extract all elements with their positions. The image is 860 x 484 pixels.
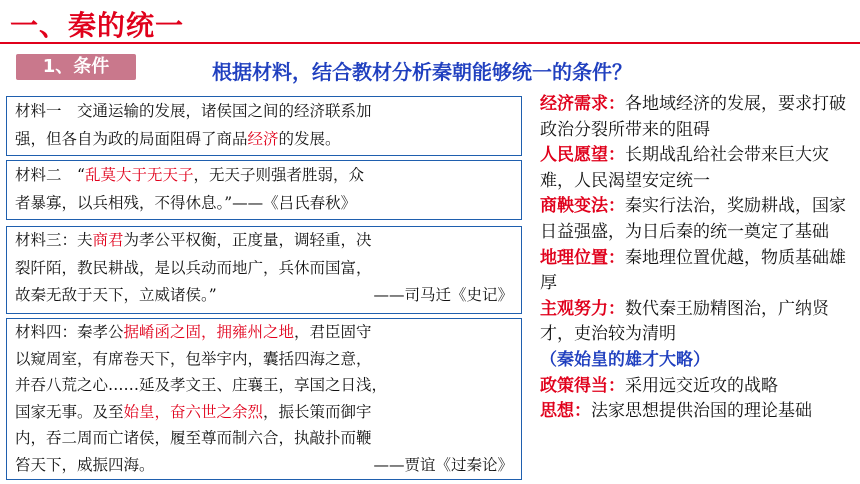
condition-effort xyxy=(540,297,858,348)
material-line xyxy=(15,399,513,426)
highlight-text: 经济 xyxy=(247,130,279,148)
condition-text: 法家思想提供治国的理论基础 xyxy=(591,401,812,422)
material-text: 国家无事。及至 xyxy=(15,402,124,421)
page-title: 一、秦的统一 xyxy=(10,9,185,42)
material-text: ，君臣固守 xyxy=(294,323,372,341)
material-box-2 xyxy=(6,160,522,220)
material-line: 材料一 交通运输的发展，诸侯国之间的经济联系加 xyxy=(15,102,372,120)
material-text: 强，但各自为政的局面阻碍了商品 xyxy=(15,130,248,148)
material-text: 材料三：夫 xyxy=(15,231,93,249)
condition-policy xyxy=(540,374,858,400)
material-line xyxy=(15,319,513,346)
highlight-text: 始皇，奋六世之余烈 xyxy=(123,402,264,421)
material-line xyxy=(15,125,513,153)
material-text: 材料四：秦孝公 xyxy=(15,323,124,341)
material-box-3 xyxy=(6,226,522,314)
material-line xyxy=(15,227,513,255)
material-line: 者暴寡，以兵相残，不得休息。”——《吕氏春秋》 xyxy=(15,194,357,212)
condition-economy xyxy=(540,92,858,143)
condition-key: 商鞅变法： xyxy=(540,196,625,217)
condition-text: 各地域经济的发展，要求打破政治分裂所带来的阻碍 xyxy=(540,94,846,140)
condition-key: 思想： xyxy=(540,401,591,422)
condition-text: 秦实行法治，奖励耕战，国家日益强盛，为日后秦的统一奠定了基础 xyxy=(540,196,846,242)
conditions-list xyxy=(540,92,858,425)
condition-text: 采用远交近攻的战略 xyxy=(625,375,778,396)
condition-text: 长期战乱给社会带来巨大灾难，人民渴望安定统一 xyxy=(540,145,829,191)
material-line xyxy=(15,161,513,189)
condition-geography xyxy=(540,246,858,297)
material-source: ——贾谊《过秦论》 xyxy=(373,455,513,474)
material-line xyxy=(15,452,513,479)
material-box-1 xyxy=(6,96,522,156)
material-box-4 xyxy=(6,318,522,480)
material-text: 材料二 “ xyxy=(15,166,85,184)
material-text: 的发展。 xyxy=(278,130,341,148)
material-text: 为孝公平权衡，正度量，调轻重，决 xyxy=(123,231,372,249)
material-line: 以窥周室，有席卷天下，包举宇内，囊括四海之意， xyxy=(15,349,372,368)
highlight-text: 商君 xyxy=(92,231,124,249)
material-line xyxy=(15,282,513,310)
condition-key: 政策得当： xyxy=(540,375,625,396)
material-text: ，无天子则强者胜弱，众 xyxy=(193,166,364,184)
material-text: 故秦无敌于天下，立威诸侯。” xyxy=(15,286,217,304)
material-line: 裂阡陌，教民耕战，是以兵动而地广，兵休而国富， xyxy=(15,258,372,277)
condition-text: 秦地理位置优越，物质基础雄厚 xyxy=(540,247,846,294)
condition-key: 人民愿望： xyxy=(540,145,625,166)
condition-reform xyxy=(540,194,858,245)
section-tag: 1、条件 xyxy=(16,54,136,80)
title-divider xyxy=(0,42,860,44)
condition-key: 主观努力： xyxy=(540,298,625,319)
condition-key: 地理位置： xyxy=(540,247,625,268)
material-text: 笞天下，威振四海。 xyxy=(15,455,155,474)
material-line: 并吞八荒之心……延及孝文王、庄襄王，享国之日浅， xyxy=(15,376,388,394)
condition-people xyxy=(540,143,858,194)
condition-thought xyxy=(540,399,858,425)
material-line: 内，吞二周而亡诸侯，履至尊而制六合，执敲扑而鞭 xyxy=(15,429,372,447)
question-text: 根据材料，结合教材分析秦朝能够统一的条件？ xyxy=(212,60,632,84)
condition-key: 经济需求： xyxy=(540,94,625,114)
highlight-text: 乱莫大于无天子 xyxy=(84,166,194,184)
material-text: ，振长策而御宇 xyxy=(263,402,372,421)
condition-text: 数代秦王励精图治，广纳贤才，吏治较为清明 xyxy=(540,298,829,345)
condition-note: （秦始皇的雄才大略） xyxy=(540,349,710,370)
highlight-text: 据崤函之固，拥雍州之地 xyxy=(123,323,295,341)
material-source: ——司马迁《史记》 xyxy=(373,286,513,304)
